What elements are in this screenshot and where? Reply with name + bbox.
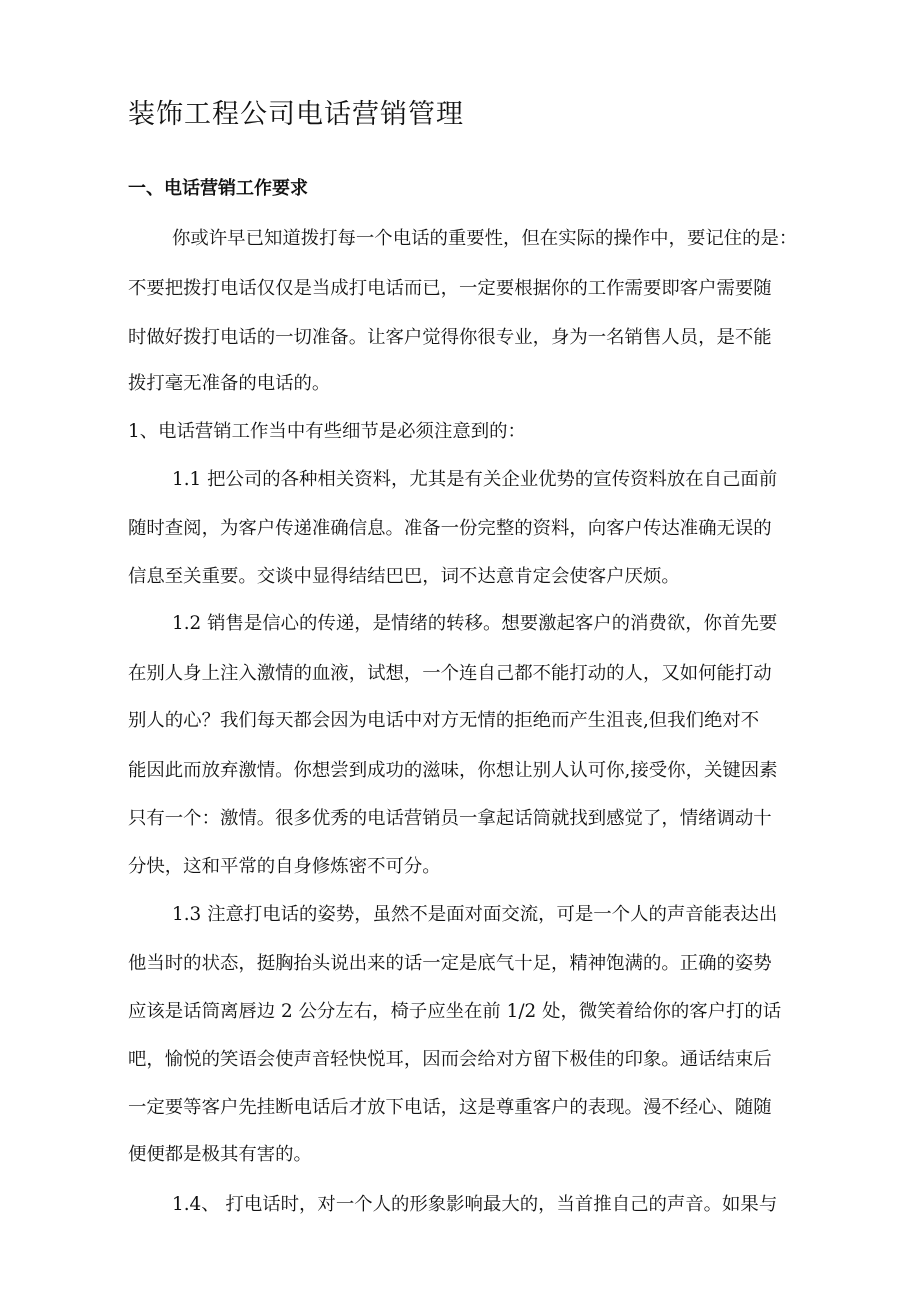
paragraph-line: 吧，愉悦的笑语会使声音轻快悦耳，因而会给对方留下极佳的印象。通话结束后 (128, 1049, 772, 1070)
document-title: 装饰工程公司电话营销管理 (128, 99, 464, 130)
paragraph-line: 应该是话筒离唇边 2 公分左右，椅子应坐在前 1/2 处，微笑着给你的客户打的话 (128, 1001, 782, 1022)
paragraph-line: 能因此而放弃激情。你想尝到成功的滋味，你想让别人认可你,接受你，关键因素 (128, 760, 778, 781)
paragraph-line: 不要把拨打电话仅仅是当成打电话而已，一定要根据你的工作需要即客户需要随 (128, 278, 772, 299)
paragraph-line: 你或许早已知道拨打每一个电话的重要性，但在实际的操作中，要记住的是： (172, 228, 798, 249)
list-heading: 1、电话营销工作当中有些细节是必须注意到的： (128, 421, 526, 442)
paragraph-line: 便便都是极其有害的。 (128, 1144, 312, 1165)
paragraph-line: 一定要等客户先挂断电话后才放下电话，这是尊重客户的表现。漫不经心、随随 (128, 1097, 772, 1118)
paragraph-line: 他当时的状态，挺胸抬头说出来的话一定是底气十足，精神饱满的。正确的姿势 (128, 953, 772, 974)
paragraph-line: 时做好拨打电话的一切准备。让客户觉得你很专业，身为一名销售人员，是不能 (128, 327, 772, 348)
paragraph-line: 只有一个：激情。很多优秀的电话营销员一拿起话筒就找到感觉了，情绪调动十 (128, 808, 772, 829)
paragraph-line: 拨打毫无准备的电话的。 (128, 373, 331, 394)
paragraph-line: 1.4、 打电话时，对一个人的形象影响最大的，当首推自己的声音。如果与 (172, 1194, 778, 1215)
paragraph-line: 在别人身上注入激情的血液，试想，一个连自己都不能打动的人，又如何能打动 (128, 663, 772, 684)
section-heading: 一、电话营销工作要求 (128, 178, 308, 199)
paragraph-line: 1.2 销售是信心的传递，是情绪的转移。想要激起客户的消费欲，你首先要 (172, 613, 778, 634)
paragraph-line: 随时查阅，为客户传递准确信息。准备一份完整的资料，向客户传达准确无误的 (128, 518, 772, 539)
paragraph-line: 信息至关重要。交谈中显得结结巴巴，词不达意肯定会使客户厌烦。 (128, 566, 680, 587)
paragraph-line: 别人的心？我们每天都会因为电话中对方无情的拒绝而产生沮丧,但我们绝对不 (128, 710, 760, 731)
paragraph-line: 1.1 把公司的各种相关资料，尤其是有关企业优势的宣传资料放在自己面前 (172, 469, 778, 490)
paragraph-line: 分快，这和平常的自身修炼密不可分。 (128, 856, 441, 877)
paragraph-line: 1.3 注意打电话的姿势，虽然不是面对面交流，可是一个人的声音能表达出 (172, 904, 778, 925)
